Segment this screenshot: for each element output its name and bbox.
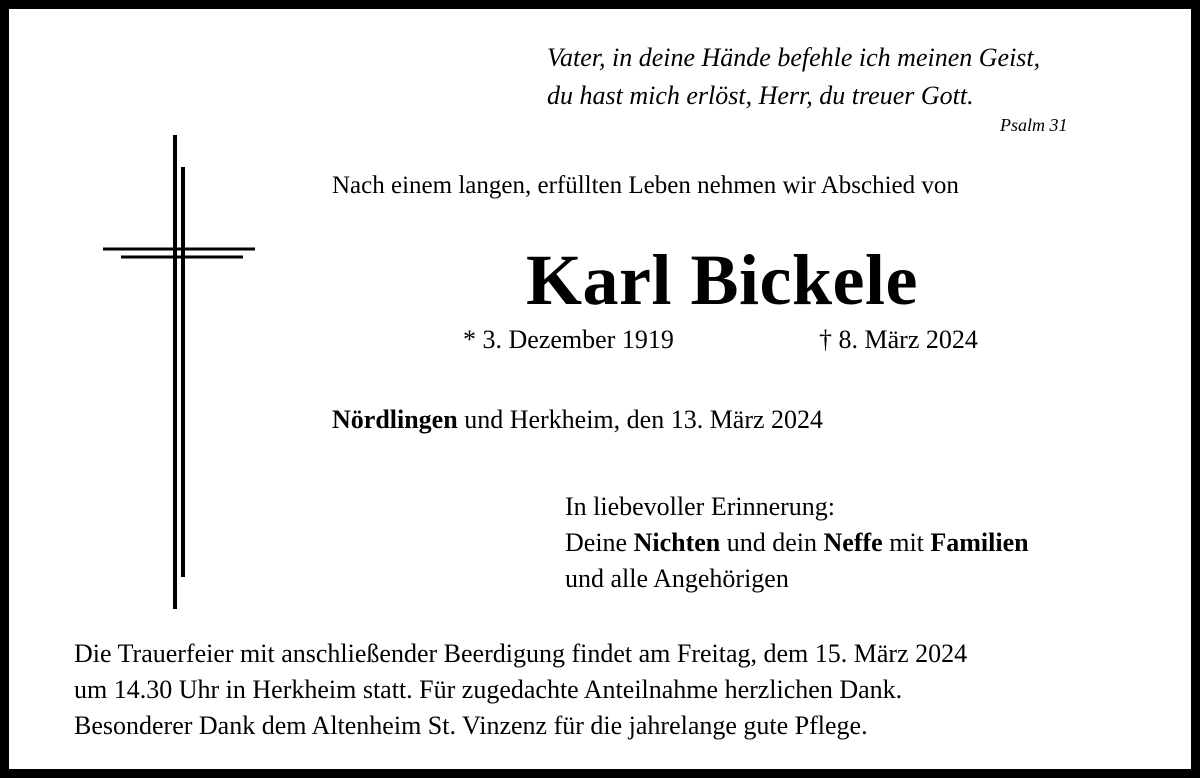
bible-verse <box>547 39 1040 115</box>
death-date: † 8. März 2024 <box>819 325 978 354</box>
funeral-info-line-3: Besonderer Dank dem Altenheim St. Vinzenz für die jahrelange gute Pflege. <box>74 711 868 740</box>
mourners-text: Deine <box>565 528 634 557</box>
deceased-name: Karl Bickele <box>526 240 918 320</box>
verse-line-1: Vater, in deine Hände befehle ich meinen Geist, <box>547 43 1041 72</box>
mourners-block <box>565 489 1029 597</box>
funeral-info-line-2: um 14.30 Uhr in Herkheim statt. Für zugedachte Anteilnahme herzlichen Dank. <box>74 675 903 704</box>
mourners-text: mit <box>882 528 931 557</box>
mourners-line-1: In liebevoller Erinnerung: <box>565 492 836 521</box>
place-and-date <box>332 405 823 435</box>
double-line-cross-icon <box>99 133 259 611</box>
mourners-text: und dein <box>720 528 824 557</box>
funeral-info <box>74 636 967 744</box>
place-bold: Nördlingen <box>332 405 458 434</box>
verse-source: Psalm 31 <box>1000 115 1068 135</box>
mourners-line-3: und alle Angehörigen <box>565 564 789 593</box>
verse-line-2: du hast mich erlöst, Herr, du treuer Gott. <box>547 81 974 110</box>
birth-date: * 3. Dezember 1919 <box>463 325 674 354</box>
funeral-info-line-1: Die Trauerfeier mit anschließender Beerdigung findet am Freitag, dem 15. März 2024 <box>74 639 968 668</box>
intro-text: Nach einem langen, erfüllten Leben nehmen wir Abschied von <box>332 172 959 199</box>
mourners-nieces: Nichten <box>633 528 721 557</box>
mourners-nephew: Neffe <box>823 528 883 557</box>
mourners-line-2 <box>565 525 1029 561</box>
mourners-families: Familien <box>930 528 1029 557</box>
place-rest: und Herkheim, den 13. März 2024 <box>457 405 824 434</box>
